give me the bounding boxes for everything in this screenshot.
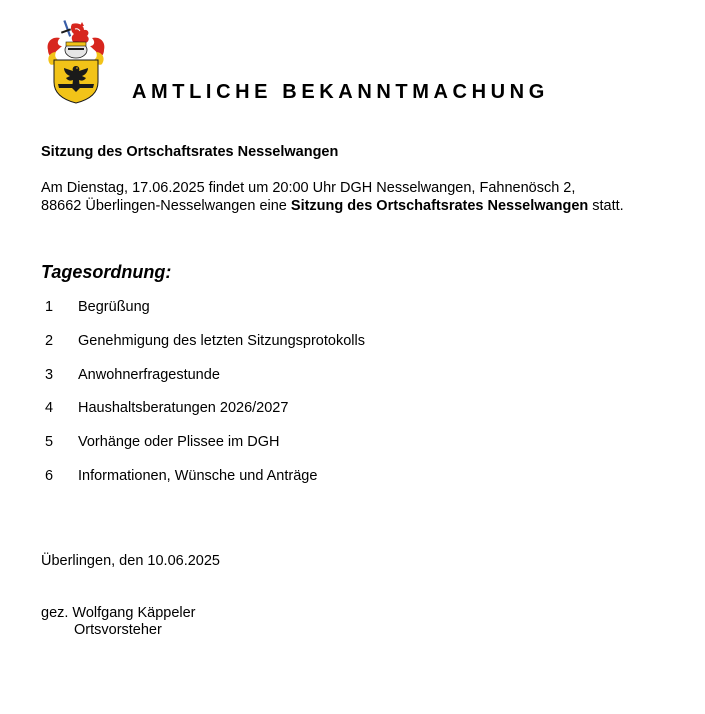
intro-line-1: Am Dienstag, 17.06.2025 findet um 20:00 Uhr DGH Nesselwangen, Fahnenösch 2,: [41, 180, 576, 196]
agenda-item: [41, 434, 641, 468]
agenda-item-text: Begrüßung: [78, 299, 150, 315]
agenda-heading: Tagesordnung:: [41, 262, 172, 282]
meeting-title: Sitzung des Ortschaftsrates Nesselwangen: [41, 144, 339, 160]
place-date: Überlingen, den 10.06.2025: [41, 553, 220, 569]
agenda-item: [41, 367, 641, 401]
meeting-intro: [41, 179, 681, 215]
agenda-item: [41, 333, 641, 367]
agenda-item-number: 6: [45, 467, 54, 484]
agenda-item-text: Genehmigung des letzten Sitzungsprotokolls: [78, 332, 365, 349]
agenda-item-text: Haushaltsberatungen 2026/2027: [78, 400, 289, 417]
coat-of-arms-logo: [44, 20, 108, 104]
agenda-item-text: Vorhänge oder Plissee im DGH: [78, 434, 280, 451]
signer-role: Ortsvorsteher: [74, 622, 162, 638]
intro-line-2-bold: Sitzung des Ortschaftsrates Nesselwangen: [290, 198, 589, 214]
agenda-list: [41, 299, 641, 502]
intro-line-2-prefix: 88662 Überlingen-Nesselwangen eine: [41, 198, 291, 214]
agenda-item-number: 5: [45, 434, 54, 451]
intro-line-2-suffix: statt.: [588, 198, 624, 214]
agenda-item-number: 2: [45, 332, 54, 349]
signer-name: gez. Wolfgang Käppeler: [41, 605, 196, 621]
document-headline: AMTLICHE BEKANNTMACHUNG: [132, 81, 549, 103]
agenda-item-number: 1: [45, 299, 54, 315]
agenda-item-number: 3: [45, 366, 54, 383]
agenda-item-text: Informationen, Wünsche und Anträge: [78, 467, 318, 484]
agenda-item-text: Anwohnerfragestunde: [78, 366, 220, 383]
agenda-item: [41, 299, 641, 333]
signature-block: [41, 605, 196, 639]
agenda-item: [41, 468, 641, 502]
intro-line-2: [41, 197, 681, 215]
agenda-item: [41, 400, 641, 434]
agenda-item-number: 4: [45, 400, 54, 417]
